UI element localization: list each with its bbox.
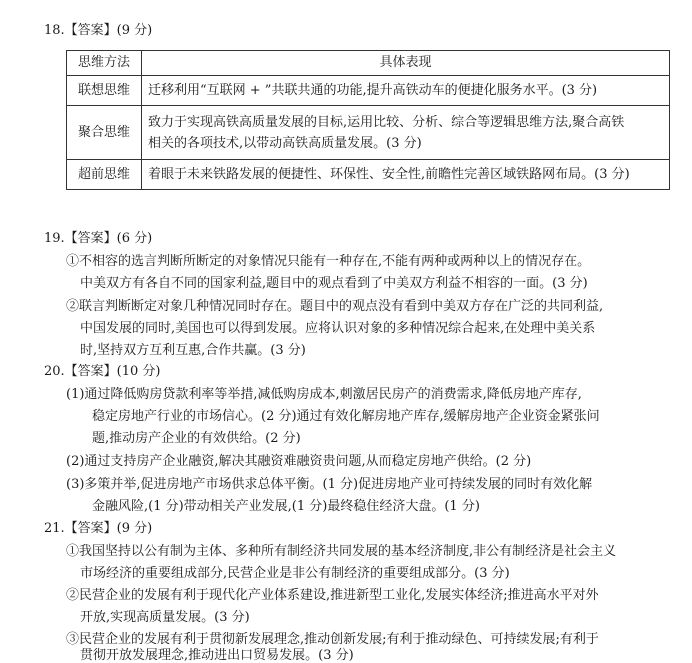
row-detail-line: 相关的各项技术,以带动高铁高质量发展。(3 分) (148, 135, 422, 151)
q21-line: 贯彻开放发展理念,推动进出口贸易发展。(3 分) (80, 648, 354, 663)
q20-line: (2)通过支持房产企业融资,解决其融资难融资贵问题,从而稳定房地产供给。(2 分) (66, 454, 532, 469)
row-detail (142, 160, 670, 190)
q19-line: 中美双方有各自不同的国家利益,题目中的观点看到了中美双方利益不相容的一面。(3 分) (80, 276, 588, 291)
q19-line: 中国发展的同时,美国也可以得到发展。应将认识对象的多种情况综合起来,在处理中美关系 (80, 321, 596, 336)
row-method: 聚合思维 (67, 106, 142, 160)
q19-line: 时,坚持双方互利互惠,合作共赢。(3 分) (80, 343, 306, 358)
row-detail-line: 迁移利用“互联网 + ”共联共通的功能,提升高铁动车的便捷化服务水平。(3 分) (148, 83, 598, 98)
col-detail-header: 具体表现 (142, 51, 670, 76)
q21-line: ①我国坚持以公有制为主体、多种所有制经济共同发展的基本经济制度,非公有制经济是社会主义 (66, 544, 617, 559)
table-header-row (67, 51, 670, 76)
q21-line: 开放,实现高质量发展。(3 分) (80, 610, 250, 625)
q20-header: 20.【答案】(10 分) (44, 364, 161, 379)
table-row (67, 76, 670, 106)
q20-line: 金融风险,(1 分)带动相关产业发展,(1 分)最终稳住经济大盘。(1 分) (92, 499, 480, 514)
q21-line: ②民营企业的发展有利于现代化产业体系建设,推进新型工业化,发展实体经济;推进高水平对外 (66, 588, 599, 603)
row-detail (142, 106, 670, 160)
q18-thinking-table (66, 50, 670, 190)
q19-header: 19.【答案】(6 分) (44, 231, 153, 246)
q21-header: 21.【答案】(9 分) (44, 521, 153, 536)
q18-header: 18.【答案】(9 分) (44, 23, 153, 38)
q19-line: ②联言判断断定对象几种情况同时存在。题目中的观点没有看到中美双方存在广泛的共同利益, (66, 299, 604, 314)
q20-line: (3)多策并举,促进房地产市场供求总体平衡。(1 分)促进房地产业可持续发展的同时有效化解 (66, 477, 593, 492)
row-detail-line: 致力于实现高铁高质量发展的目标,运用比较、分析、综合等逻辑思维方法,聚合高铁 (148, 114, 625, 130)
table-row (67, 106, 670, 160)
col-method-header: 思维方法 (67, 51, 142, 76)
q20-line: 稳定房地产行业的市场信心。(2 分)通过有效化解房地产库存,缓解房地产企业资金紧张问 (92, 409, 600, 424)
row-method: 超前思维 (67, 160, 142, 190)
q20-line: (1)通过降低购房贷款利率等举措,减低购房成本,刺激居民房产的消费需求,降低房地产库存, (66, 387, 582, 402)
row-method: 联想思维 (67, 76, 142, 106)
q21-line: 市场经济的重要组成部分,民营企业是非公有制经济的重要组成部分。(3 分) (80, 566, 510, 581)
row-detail (142, 76, 670, 106)
q19-line: ①不相容的选言判断所断定的对象情况只能有一种存在,不能有两种或两种以上的情况存在。 (66, 254, 591, 269)
row-detail-line: 着眼于未来铁路发展的便捷性、环保性、安全性,前瞻性完善区域铁路网布局。(3 分) (148, 167, 630, 182)
table-row (67, 160, 670, 190)
q20-line: 题,推动房产企业的有效供给。(2 分) (92, 431, 301, 446)
q21-line: ③民营企业的发展有利于贯彻新发展理念,推动创新发展;有利于推动绿色、可持续发展;有利于 (66, 632, 599, 647)
